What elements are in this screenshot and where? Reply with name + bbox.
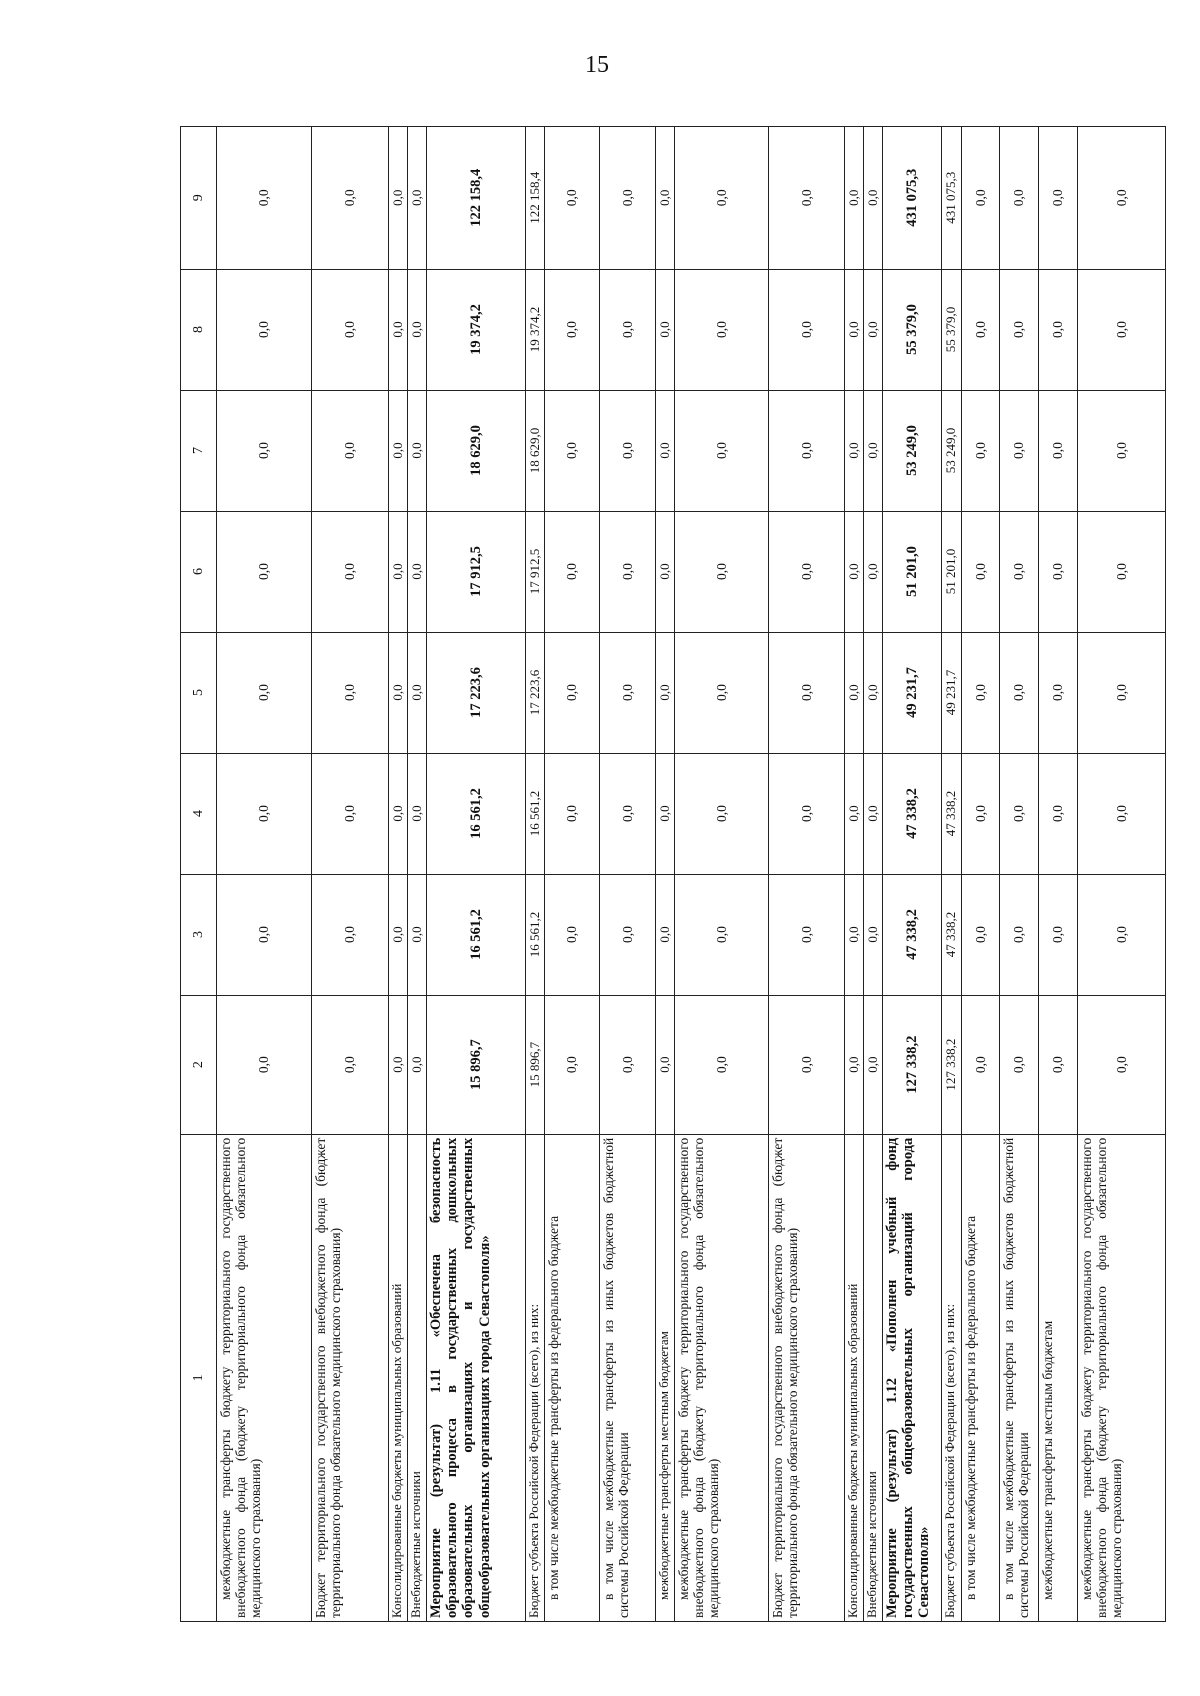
value-cell: 0,0 [1078,874,1166,995]
value-cell: 0,0 [769,390,845,511]
table-row [864,127,883,1622]
value-cell: 51 201,0 [942,511,962,632]
table-row [389,127,408,1622]
value-cell: 55 379,0 [883,269,942,390]
value-cell: 0,0 [1039,390,1078,511]
value-cell: 0,0 [656,390,675,511]
value-cell: 0,0 [600,511,656,632]
value-cell: 0,0 [864,995,883,1134]
table-row [217,127,312,1622]
value-cell: 49 231,7 [883,632,942,753]
value-cell: 0,0 [769,753,845,874]
row-label: Мероприятие (результат) 1.11 «Обеспечена безопасность образовательного процесса в государственных дошкольных образовательных организациях и государственных общеобразовательных организациях города Севастополя» [427,1134,526,1621]
row-label: межбюджетные трансферты бюджету территориального государственного внебюджетного фонда (бюджету территориального фонда обязательного медицинского страхования) [217,1134,312,1621]
value-cell: 0,0 [864,390,883,511]
value-cell: 127 338,2 [942,995,962,1134]
value-cell: 0,0 [408,269,427,390]
table-row [312,127,389,1622]
value-cell: 0,0 [545,753,600,874]
value-cell: 0,0 [1000,127,1039,270]
value-cell: 0,0 [312,995,389,1134]
row-label: Внебюджетные источники [864,1134,883,1621]
value-cell: 0,0 [217,390,312,511]
value-cell: 16 561,2 [526,874,545,995]
column-header: 5 [181,632,217,753]
value-cell: 122 158,4 [427,127,526,270]
value-cell: 0,0 [1000,995,1039,1134]
value-cell: 0,0 [545,390,600,511]
value-cell: 0,0 [1039,753,1078,874]
value-cell: 0,0 [675,127,769,270]
value-cell: 0,0 [769,995,845,1134]
value-cell: 0,0 [600,632,656,753]
row-label: межбюджетные трансферты бюджету территориального государственного внебюджетного фонда (бюджету территориального фонда обязательного медицинского страхования) [1078,1134,1166,1621]
value-cell: 0,0 [845,874,864,995]
value-cell: 0,0 [217,632,312,753]
value-cell: 0,0 [600,874,656,995]
row-label: межбюджетные трансферты местным бюджетам [1039,1134,1078,1621]
value-cell: 0,0 [1039,269,1078,390]
value-cell: 0,0 [656,874,675,995]
row-label: Внебюджетные источники [408,1134,427,1621]
value-cell: 0,0 [312,127,389,270]
value-cell: 0,0 [1000,874,1039,995]
value-cell: 0,0 [864,753,883,874]
column-header: 8 [181,269,217,390]
value-cell: 19 374,2 [526,269,545,390]
column-header: 1 [181,1134,217,1621]
table-row [545,127,600,1622]
table-row [845,127,864,1622]
value-cell: 0,0 [389,127,408,270]
table-row [526,127,545,1622]
value-cell: 16 561,2 [427,753,526,874]
value-cell: 0,0 [845,390,864,511]
value-cell: 0,0 [545,995,600,1134]
row-label: в том числе межбюджетные трансферты из федерального бюджета [545,1134,600,1621]
value-cell: 0,0 [217,995,312,1134]
value-cell: 0,0 [1039,511,1078,632]
table-row [1078,127,1166,1622]
value-cell: 0,0 [769,874,845,995]
value-cell: 0,0 [1078,511,1166,632]
value-cell: 0,0 [600,995,656,1134]
row-label: межбюджетные трансферты бюджету территориального государственного внебюджетного фонда (бюджету территориального фонда обязательного медицинского страхования) [675,1134,769,1621]
value-cell: 17 912,5 [526,511,545,632]
value-cell: 0,0 [408,753,427,874]
row-label: Бюджет субъекта Российской Федерации (всего), из них: [526,1134,545,1621]
value-cell: 0,0 [962,269,1000,390]
value-cell: 18 629,0 [526,390,545,511]
value-cell: 0,0 [675,632,769,753]
table-row [656,127,675,1622]
value-cell: 0,0 [656,753,675,874]
value-cell: 0,0 [408,511,427,632]
value-cell: 0,0 [675,511,769,632]
value-cell: 47 338,2 [942,874,962,995]
value-cell: 0,0 [408,127,427,270]
value-cell: 0,0 [962,874,1000,995]
value-cell: 0,0 [962,390,1000,511]
value-cell: 0,0 [1078,632,1166,753]
value-cell: 0,0 [545,874,600,995]
value-cell: 127 338,2 [883,995,942,1134]
value-cell: 0,0 [389,269,408,390]
value-cell: 47 338,2 [942,753,962,874]
row-label: Мероприятие (результат) 1.12 «Пополнен учебный фонд государственных общеобразовательных организаций города Севастополя» [883,1134,942,1621]
value-cell: 51 201,0 [883,511,942,632]
value-cell: 0,0 [1000,632,1039,753]
value-cell: 0,0 [600,269,656,390]
row-label: Бюджет субъекта Российской Федерации (всего), из них: [942,1134,962,1621]
value-cell: 0,0 [845,632,864,753]
value-cell: 0,0 [962,511,1000,632]
value-cell: 0,0 [389,632,408,753]
value-cell: 47 338,2 [883,753,942,874]
table-row [427,127,526,1622]
value-cell: 0,0 [656,511,675,632]
value-cell: 0,0 [217,511,312,632]
value-cell: 0,0 [656,995,675,1134]
value-cell: 0,0 [1039,632,1078,753]
table-row [408,127,427,1622]
value-cell: 0,0 [675,753,769,874]
table-row [769,127,845,1622]
value-cell: 0,0 [389,995,408,1134]
value-cell: 0,0 [545,511,600,632]
row-label: Бюджет территориального государственного внебюджетного фонда (бюджет территориального фонда обязательного медицинского страхования) [769,1134,845,1621]
value-cell: 18 629,0 [427,390,526,511]
value-cell: 0,0 [845,995,864,1134]
budget-table [180,126,1166,1622]
value-cell: 0,0 [675,390,769,511]
value-cell: 53 249,0 [942,390,962,511]
value-cell: 0,0 [1039,127,1078,270]
value-cell: 53 249,0 [883,390,942,511]
row-label: в том числе межбюджетные трансферты из федерального бюджета [962,1134,1000,1621]
row-label: межбюджетные трансферты местным бюджетам [656,1134,675,1621]
value-cell: 55 379,0 [942,269,962,390]
row-label: в том числе межбюджетные трансферты из иных бюджетов бюджетной системы Российской Федерации [1000,1134,1039,1621]
value-cell: 0,0 [864,127,883,270]
row-label: Бюджет территориального государственного внебюджетного фонда (бюджет территориального фонда обязательного медицинского страхования) [312,1134,389,1621]
value-cell: 16 561,2 [427,874,526,995]
value-cell: 49 231,7 [942,632,962,753]
value-cell: 0,0 [864,632,883,753]
value-cell: 0,0 [1039,874,1078,995]
table-row [942,127,962,1622]
value-cell: 0,0 [845,269,864,390]
value-cell: 0,0 [1000,511,1039,632]
value-cell: 15 896,7 [427,995,526,1134]
value-cell: 0,0 [675,269,769,390]
value-cell: 0,0 [656,127,675,270]
header-row [181,127,217,1622]
column-header: 2 [181,995,217,1134]
row-label: в том числе межбюджетные трансферты из иных бюджетов бюджетной системы Российской Федерации [600,1134,656,1621]
value-cell: 0,0 [312,390,389,511]
value-cell: 0,0 [1078,390,1166,511]
table-row [600,127,656,1622]
value-cell: 0,0 [217,753,312,874]
value-cell: 0,0 [312,269,389,390]
value-cell: 0,0 [600,127,656,270]
value-cell: 19 374,2 [427,269,526,390]
value-cell: 0,0 [217,127,312,270]
row-label: Консолидированные бюджеты муниципальных образований [845,1134,864,1621]
value-cell: 0,0 [389,511,408,632]
value-cell: 15 896,7 [526,995,545,1134]
column-header: 3 [181,874,217,995]
value-cell: 431 075,3 [942,127,962,270]
value-cell: 0,0 [962,632,1000,753]
value-cell: 0,0 [312,753,389,874]
value-cell: 0,0 [769,632,845,753]
table-row [675,127,769,1622]
value-cell: 0,0 [845,753,864,874]
row-label: Консолидированные бюджеты муниципальных образований [389,1134,408,1621]
value-cell: 0,0 [389,753,408,874]
value-cell: 0,0 [217,874,312,995]
table-row [1000,127,1039,1622]
value-cell: 17 223,6 [526,632,545,753]
value-cell: 0,0 [600,390,656,511]
value-cell: 0,0 [962,995,1000,1134]
value-cell: 0,0 [312,632,389,753]
value-cell: 0,0 [600,753,656,874]
value-cell: 0,0 [217,269,312,390]
value-cell: 0,0 [408,874,427,995]
column-header: 7 [181,390,217,511]
column-header: 4 [181,753,217,874]
table-row [962,127,1000,1622]
value-cell: 0,0 [389,390,408,511]
value-cell: 0,0 [1039,995,1078,1134]
value-cell: 0,0 [545,127,600,270]
value-cell: 0,0 [864,269,883,390]
value-cell: 122 158,4 [526,127,545,270]
value-cell: 0,0 [1078,127,1166,270]
value-cell: 17 912,5 [427,511,526,632]
column-header: 6 [181,511,217,632]
value-cell: 0,0 [1000,390,1039,511]
value-cell: 47 338,2 [883,874,942,995]
value-cell: 0,0 [389,874,408,995]
value-cell: 0,0 [769,127,845,270]
value-cell: 0,0 [408,632,427,753]
value-cell: 0,0 [545,269,600,390]
value-cell: 0,0 [864,511,883,632]
value-cell: 0,0 [1000,753,1039,874]
value-cell: 0,0 [1078,995,1166,1134]
value-cell: 0,0 [1078,269,1166,390]
value-cell: 0,0 [656,632,675,753]
value-cell: 0,0 [312,874,389,995]
page-number: 15 [585,52,609,78]
table-row [883,127,942,1622]
table-row [1039,127,1078,1622]
value-cell: 0,0 [845,127,864,270]
value-cell: 0,0 [845,511,864,632]
value-cell: 431 075,3 [883,127,942,270]
value-cell: 0,0 [675,995,769,1134]
budget-table-rotated [180,126,1129,1622]
value-cell: 0,0 [408,390,427,511]
value-cell: 0,0 [675,874,769,995]
value-cell: 0,0 [545,632,600,753]
value-cell: 0,0 [962,127,1000,270]
value-cell: 16 561,2 [526,753,545,874]
value-cell: 0,0 [312,511,389,632]
value-cell: 0,0 [962,753,1000,874]
value-cell: 0,0 [864,874,883,995]
value-cell: 0,0 [769,511,845,632]
value-cell: 17 223,6 [427,632,526,753]
table-body [217,127,1166,1622]
value-cell: 0,0 [769,269,845,390]
column-header: 9 [181,127,217,270]
value-cell: 0,0 [656,269,675,390]
value-cell: 0,0 [1078,753,1166,874]
value-cell: 0,0 [408,995,427,1134]
value-cell: 0,0 [1000,269,1039,390]
